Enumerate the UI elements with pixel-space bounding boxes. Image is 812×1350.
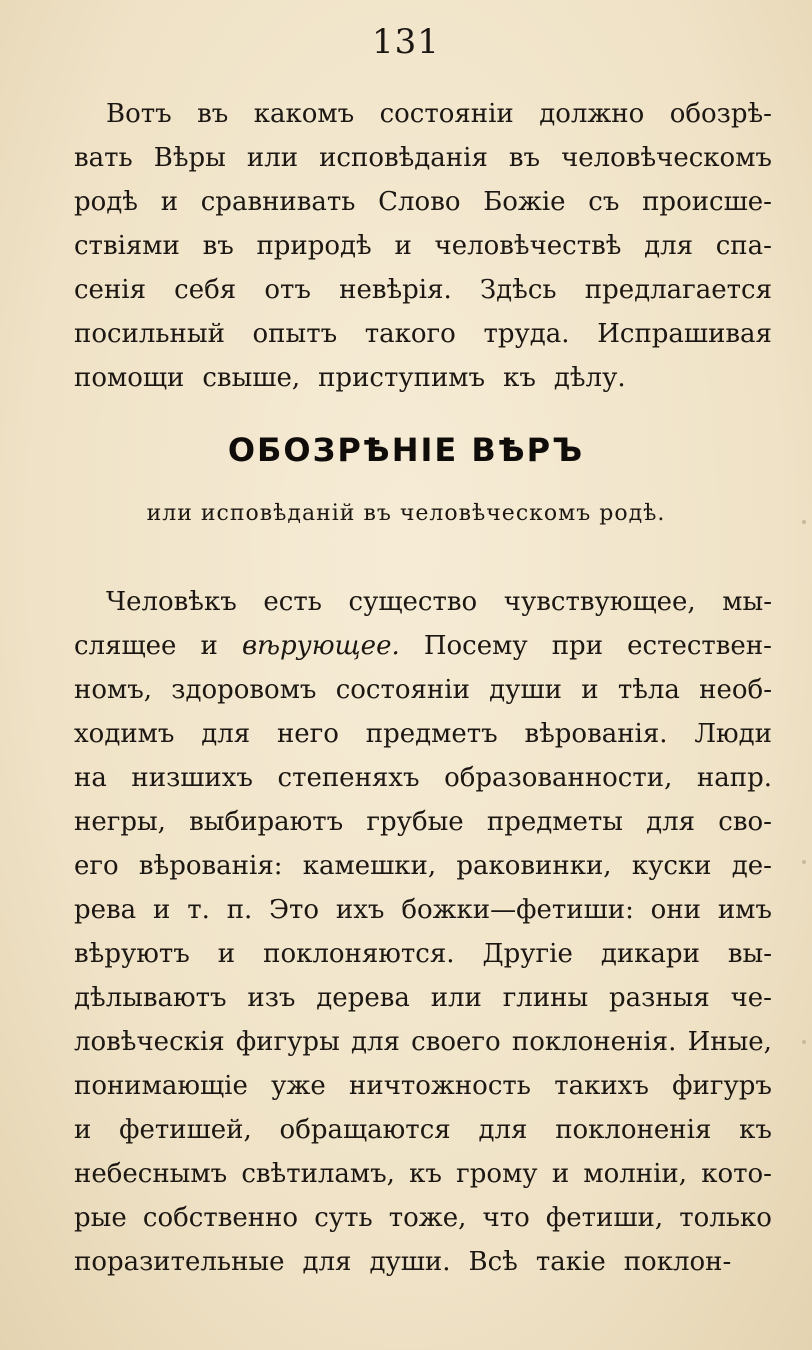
word: имъ	[717, 895, 772, 925]
word: поклоненія.	[511, 1027, 677, 1057]
word: Это	[269, 895, 320, 925]
word: фетиши,	[545, 1203, 664, 1233]
word: суть	[314, 1203, 373, 1233]
word: такого	[364, 319, 456, 349]
word: него	[276, 719, 339, 749]
word: и	[160, 187, 179, 217]
word: предметы	[486, 807, 623, 837]
word: отъ	[264, 275, 311, 305]
text-line	[74, 668, 772, 712]
word: такихъ	[554, 1071, 649, 1101]
word: божки—фетиши:	[401, 895, 634, 925]
text-line	[74, 756, 772, 800]
word: молніи,	[583, 1159, 687, 1189]
word: образованности,	[444, 763, 673, 793]
text-line	[74, 712, 772, 756]
text-line	[74, 844, 772, 888]
paper-speck	[802, 1040, 806, 1044]
word: понимающіе	[74, 1071, 248, 1101]
word: и	[217, 939, 236, 969]
word: Слово	[378, 187, 461, 217]
word: и	[74, 1115, 92, 1145]
text-line	[74, 1020, 772, 1064]
word: грому	[456, 1159, 538, 1189]
word: низшихъ	[131, 763, 253, 793]
intro-paragraph	[74, 92, 772, 400]
word: такіе	[535, 1247, 606, 1277]
word: че-	[730, 983, 772, 1013]
word: въ	[197, 99, 229, 129]
word: ходимъ	[74, 719, 175, 749]
text-line	[74, 580, 772, 624]
text-line	[74, 136, 772, 180]
word: уже	[271, 1071, 326, 1101]
word: съ	[588, 187, 620, 217]
word: т.	[187, 895, 210, 925]
word: камешки,	[302, 851, 437, 881]
text-line	[74, 624, 772, 668]
word: или	[430, 983, 482, 1013]
word: куски	[631, 851, 712, 881]
word: для	[644, 231, 694, 261]
word: Испрашивая	[597, 319, 772, 349]
word: его	[74, 851, 119, 881]
word: души.	[369, 1247, 451, 1277]
word: Вѣры	[153, 143, 226, 173]
word: вѣруютъ	[74, 939, 190, 969]
word: и	[153, 895, 171, 925]
word: ствіями	[74, 231, 180, 261]
word: Иные,	[687, 1027, 772, 1057]
word: дикари	[600, 939, 700, 969]
word: какомъ	[253, 99, 355, 129]
word: поклоненія	[555, 1115, 712, 1145]
word: состояніи	[379, 99, 514, 129]
word: тоже,	[388, 1203, 467, 1233]
word: напр.	[696, 763, 772, 793]
text-line	[74, 268, 772, 312]
word: Божіе	[483, 187, 566, 217]
section-subheading: или исповѣданій въ человѣческомъ родѣ.	[146, 501, 666, 526]
word: къ	[409, 1159, 442, 1189]
word: при	[551, 631, 604, 661]
word: Здѣсь	[479, 275, 557, 305]
word: только	[679, 1203, 772, 1233]
word: къ	[503, 363, 536, 393]
text-line	[74, 180, 772, 224]
word: вѣрующее.	[241, 631, 400, 661]
word: глины	[502, 983, 589, 1013]
word: въ	[202, 231, 234, 261]
text-line	[74, 92, 772, 136]
text-line	[74, 312, 772, 356]
word: дѣлу.	[553, 363, 626, 393]
page-number: 131	[372, 22, 440, 62]
word: и	[394, 231, 412, 261]
word: поклоняются.	[263, 939, 455, 969]
word: необ-	[699, 675, 772, 705]
word: опытъ	[252, 319, 338, 349]
text-line	[74, 1108, 772, 1152]
word: разныя	[609, 983, 710, 1013]
word: вѣрованія.	[524, 719, 668, 749]
word: собственно	[142, 1203, 299, 1233]
word: приступимъ	[318, 363, 486, 393]
word: они	[650, 895, 701, 925]
word: для	[646, 807, 696, 837]
word: или	[246, 143, 299, 173]
word: существо	[348, 587, 478, 617]
word: де-	[731, 851, 772, 881]
text-line	[74, 932, 772, 976]
word: Посему	[423, 631, 528, 661]
word: п.	[226, 895, 253, 925]
word: небеснымъ	[74, 1159, 228, 1189]
word: чувствующее,	[503, 587, 696, 617]
paper-speck	[802, 860, 806, 864]
word: мы-	[722, 587, 772, 617]
word: слящее	[74, 631, 177, 661]
word: родѣ	[74, 187, 138, 217]
word: что	[482, 1203, 530, 1233]
word: ничтожность	[349, 1071, 531, 1101]
word: номъ,	[74, 675, 153, 705]
word: фигуры	[235, 1027, 340, 1057]
word: здоровомъ	[171, 675, 317, 705]
word: выбираютъ	[189, 807, 344, 837]
word: Люди	[694, 719, 772, 749]
word: ихъ	[335, 895, 385, 925]
text-line	[74, 976, 772, 1020]
word: рые	[74, 1203, 127, 1233]
word: должно	[539, 99, 645, 129]
text-line	[74, 224, 772, 268]
word: для	[201, 719, 251, 749]
word: вѣрованія:	[138, 851, 283, 881]
word: Всѣ	[468, 1247, 518, 1277]
word: природѣ	[256, 231, 372, 261]
word: невѣрія.	[339, 275, 452, 305]
word: Человѣкъ	[106, 587, 237, 617]
text-line	[74, 1064, 772, 1108]
section-heading: ОБОЗРѢНІЕ ВѢРЪ	[227, 431, 585, 469]
word: Другіе	[482, 939, 573, 969]
word: тѣла	[617, 675, 680, 705]
word: сравнивать	[200, 187, 356, 217]
text-line	[74, 1152, 772, 1196]
word: для	[302, 1247, 352, 1277]
text-line	[74, 888, 772, 932]
word: предметъ	[365, 719, 498, 749]
word: обозрѣ-	[669, 99, 772, 129]
text-line	[74, 356, 772, 400]
word: поклон-	[623, 1247, 732, 1277]
word: обращаются	[279, 1115, 451, 1145]
word: негры,	[74, 807, 166, 837]
word: свыше,	[202, 363, 301, 393]
word: помощи	[74, 363, 185, 393]
word: изъ	[247, 983, 296, 1013]
word: для	[478, 1115, 528, 1145]
word: степеняхъ	[277, 763, 420, 793]
word: своего	[411, 1027, 501, 1057]
word: предлагается	[584, 275, 772, 305]
word: естествен-	[627, 631, 772, 661]
word: исповѣданія	[319, 143, 488, 173]
word: труда.	[483, 319, 570, 349]
word: вать	[74, 143, 133, 173]
word: фигуръ	[672, 1071, 772, 1101]
word: раковинки,	[456, 851, 612, 881]
word: есть	[263, 587, 322, 617]
word: дерева	[316, 983, 410, 1013]
word: къ	[739, 1115, 772, 1145]
word: въ	[508, 143, 541, 173]
word: поразительные	[74, 1247, 285, 1277]
word: ловѣческія	[74, 1027, 225, 1057]
word: души	[489, 675, 562, 705]
word: сво-	[718, 807, 772, 837]
word: спа-	[715, 231, 772, 261]
word: свѣтиламъ,	[241, 1159, 395, 1189]
word: человѣческомъ	[561, 143, 772, 173]
word: человѣчествѣ	[434, 231, 622, 261]
text-line	[74, 1196, 772, 1240]
word: и	[200, 631, 218, 661]
word: дѣлываютъ	[74, 983, 227, 1013]
word: грубые	[366, 807, 464, 837]
word: происше-	[642, 187, 772, 217]
text-line	[74, 800, 772, 844]
word: себя	[174, 275, 237, 305]
word: вы-	[727, 939, 772, 969]
word: и	[551, 1159, 570, 1189]
word: и	[581, 675, 599, 705]
word: фетишей,	[119, 1115, 252, 1145]
word: сенія	[74, 275, 146, 305]
word: состояніи	[335, 675, 470, 705]
paper-speck	[802, 520, 806, 524]
word: кото-	[701, 1159, 772, 1189]
word: Вотъ	[106, 99, 172, 129]
word: на	[74, 763, 107, 793]
word: рева	[74, 895, 137, 925]
word: для	[351, 1027, 400, 1057]
text-line	[74, 1240, 772, 1284]
body-paragraph	[74, 580, 772, 1284]
word: посильный	[74, 319, 225, 349]
